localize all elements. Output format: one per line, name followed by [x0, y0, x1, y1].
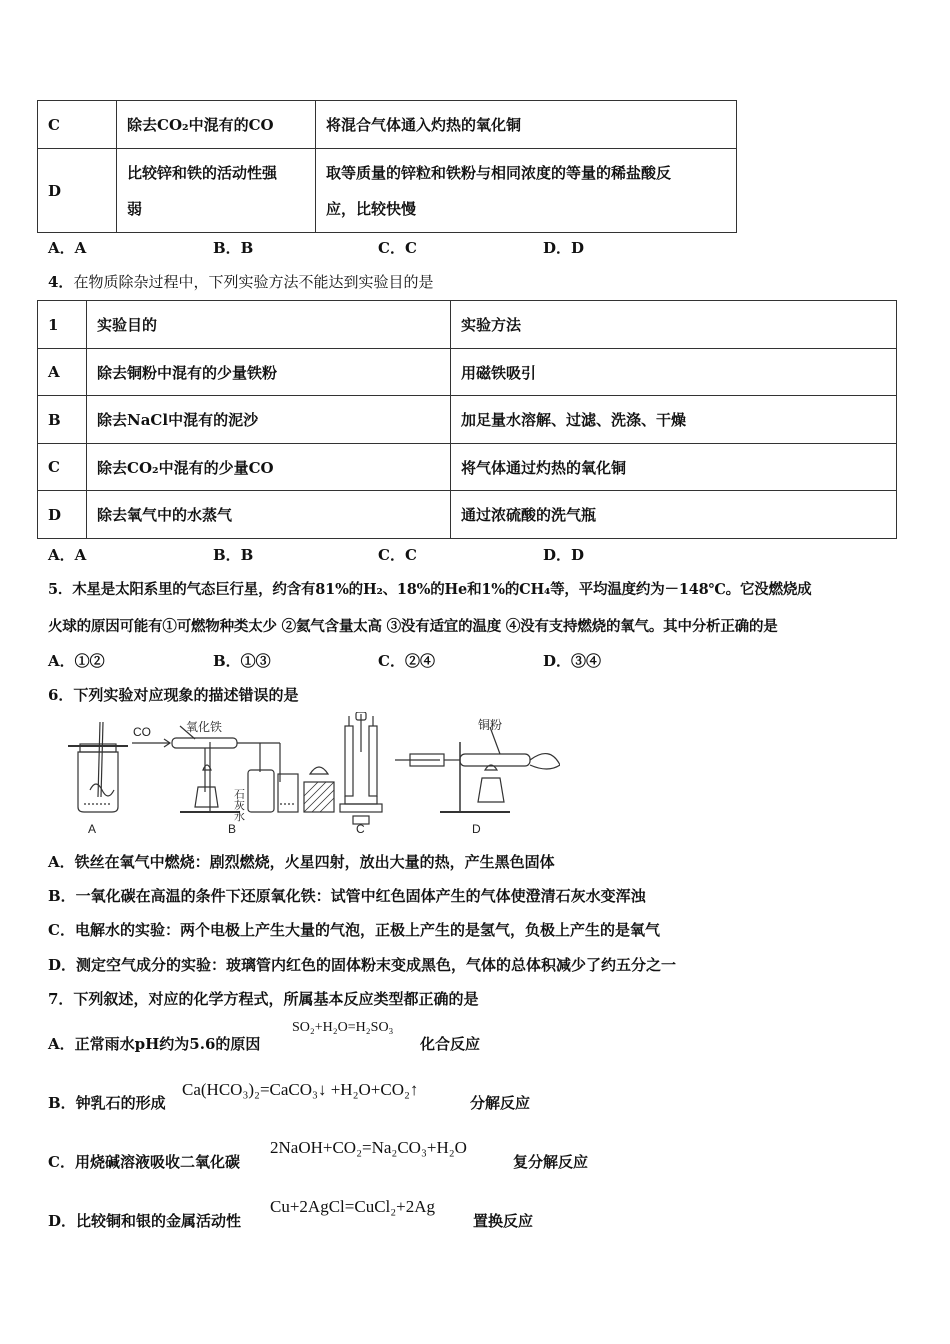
- option-a: A．A: [48, 546, 87, 564]
- figure-label-limewater: 石灰水: [234, 789, 245, 823]
- q7-option-b-equation: Ca(HCO₃)₂=CaCO₃↓ +H₂O+CO₂↑: [182, 1080, 419, 1099]
- table-cell-purpose: 除去氧气中的水蒸气: [87, 491, 451, 539]
- question-4-stem: 4．在物质除杂过程中，下列实验方法不能达到实验目的是: [48, 273, 434, 291]
- table-row-label: B: [38, 396, 87, 444]
- question-6-stem: 6．下列实验对应现象的描述错误的是: [48, 686, 299, 704]
- table-top: [37, 100, 737, 233]
- option-c: C．C: [378, 239, 417, 257]
- table-cell-method: 用磁铁吸引: [451, 349, 897, 396]
- table-cell-method: 将混合气体通入灼热的氧化铜: [316, 101, 737, 149]
- figure-label-a: A: [88, 822, 97, 836]
- option-b: B．①③: [213, 652, 271, 670]
- q7-option-b-type: 分解反应: [470, 1094, 531, 1112]
- table-cell-purpose: 除去NaCl中混有的泥沙: [87, 396, 451, 444]
- figure-label-co: CO: [133, 725, 151, 739]
- table-row-label: C: [38, 444, 87, 491]
- apparatus-figure: [60, 712, 560, 837]
- table-row-label: C: [38, 101, 117, 149]
- table-cell-method: 加足量水溶解、过滤、洗涤、干燥: [451, 396, 897, 444]
- table-cell-method: 将气体通过灼热的氧化铜: [451, 444, 897, 491]
- table-cell-purpose: 比较锌和铁的活动性强 弱: [117, 149, 316, 233]
- question-5-line2: 火球的原因可能有①可燃物种类太少 ②氦气含量太高 ③没有适宜的温度 ④没有支持燃烧的氧气。其中分析正确的是: [48, 618, 778, 635]
- figure-label-d: D: [472, 822, 481, 836]
- q7-option-a-label: A．正常雨水pH约为5.6的原因: [48, 1035, 261, 1053]
- option-d: D．③④: [543, 652, 602, 670]
- option-c: C．C: [378, 546, 417, 564]
- q6-option-c: C．电解水的实验：两个电极上产生大量的气泡，正极上产生的是氢气，负极上产生的是氧气: [48, 921, 660, 939]
- option-a: A．A: [48, 239, 87, 257]
- figure-label-copper: 铜粉: [478, 718, 503, 732]
- q7-option-d-equation: Cu+2AgCl=CuCl₂+2Ag: [270, 1197, 436, 1216]
- q7-option-c-equation: 2NaOH+CO₂=Na₂CO₃+H₂O: [270, 1138, 467, 1157]
- table-cell-method: 通过浓硫酸的洗气瓶: [451, 491, 897, 539]
- figure-label-iron-oxide: 氧化铁: [186, 720, 223, 734]
- q7-option-a-equation: SO₂+H₂O=H₂SO₃: [292, 1020, 394, 1035]
- table-cell-method: 取等质量的锌粒和铁粉与相同浓度的等量的稀盐酸反 应，比较快慢: [316, 149, 737, 233]
- q7-option-c-label: C．用烧碱溶液吸收二氧化碳: [48, 1153, 240, 1171]
- q7-option-c-type: 复分解反应: [513, 1153, 589, 1171]
- option-a: A．①②: [48, 652, 105, 670]
- option-b: B．B: [213, 546, 254, 564]
- table-row-label: D: [38, 149, 117, 233]
- option-c: C．②④: [378, 652, 435, 670]
- table-header-index: 1: [38, 301, 87, 349]
- table-cell-purpose: 除去CO₂中混有的CO: [117, 101, 316, 149]
- q6-option-d: D．测定空气成分的实验：玻璃管内红色的固体粉末变成黑色，气体的总体积减少了约五分之一: [48, 956, 677, 974]
- question-7-stem: 7．下列叙述，对应的化学方程式，所属基本反应类型都正确的是: [48, 990, 479, 1008]
- option-b: B．B: [213, 239, 254, 257]
- q7-option-a-type: 化合反应: [420, 1035, 481, 1053]
- table-row-label: A: [38, 349, 87, 396]
- option-d: D．D: [543, 546, 585, 564]
- question-5-line1: 5．木星是太阳系里的气态巨行星，约含有81%的H₂、18%的He和1%的CH₄等，平均温度约为－148℃。它没燃烧成: [48, 581, 812, 598]
- option-d: D．D: [543, 239, 585, 257]
- table-header-purpose: 实验目的: [87, 301, 451, 349]
- q7-option-d-label: D．比较铜和银的金属活动性: [48, 1212, 242, 1230]
- table-cell-purpose: 除去铜粉中混有的少量铁粉: [87, 349, 451, 396]
- table-row-label: D: [38, 491, 87, 539]
- figure-label-b: B: [228, 822, 237, 836]
- q6-option-b: B．一氧化碳在高温的条件下还原氧化铁：试管中红色固体产生的气体使澄清石灰水变浑浊: [48, 887, 646, 905]
- figure-label-c: C: [356, 822, 365, 836]
- table-cell-purpose: 除去CO₂中混有的少量CO: [87, 444, 451, 491]
- table-header-method: 实验方法: [451, 301, 897, 349]
- table-q4: [37, 300, 897, 539]
- q7-option-b-label: B．钟乳石的形成: [48, 1094, 166, 1112]
- q7-option-d-type: 置换反应: [473, 1212, 534, 1230]
- q6-option-a: A．铁丝在氧气中燃烧：剧烈燃烧，火星四射，放出大量的热，产生黑色固体: [48, 853, 555, 871]
